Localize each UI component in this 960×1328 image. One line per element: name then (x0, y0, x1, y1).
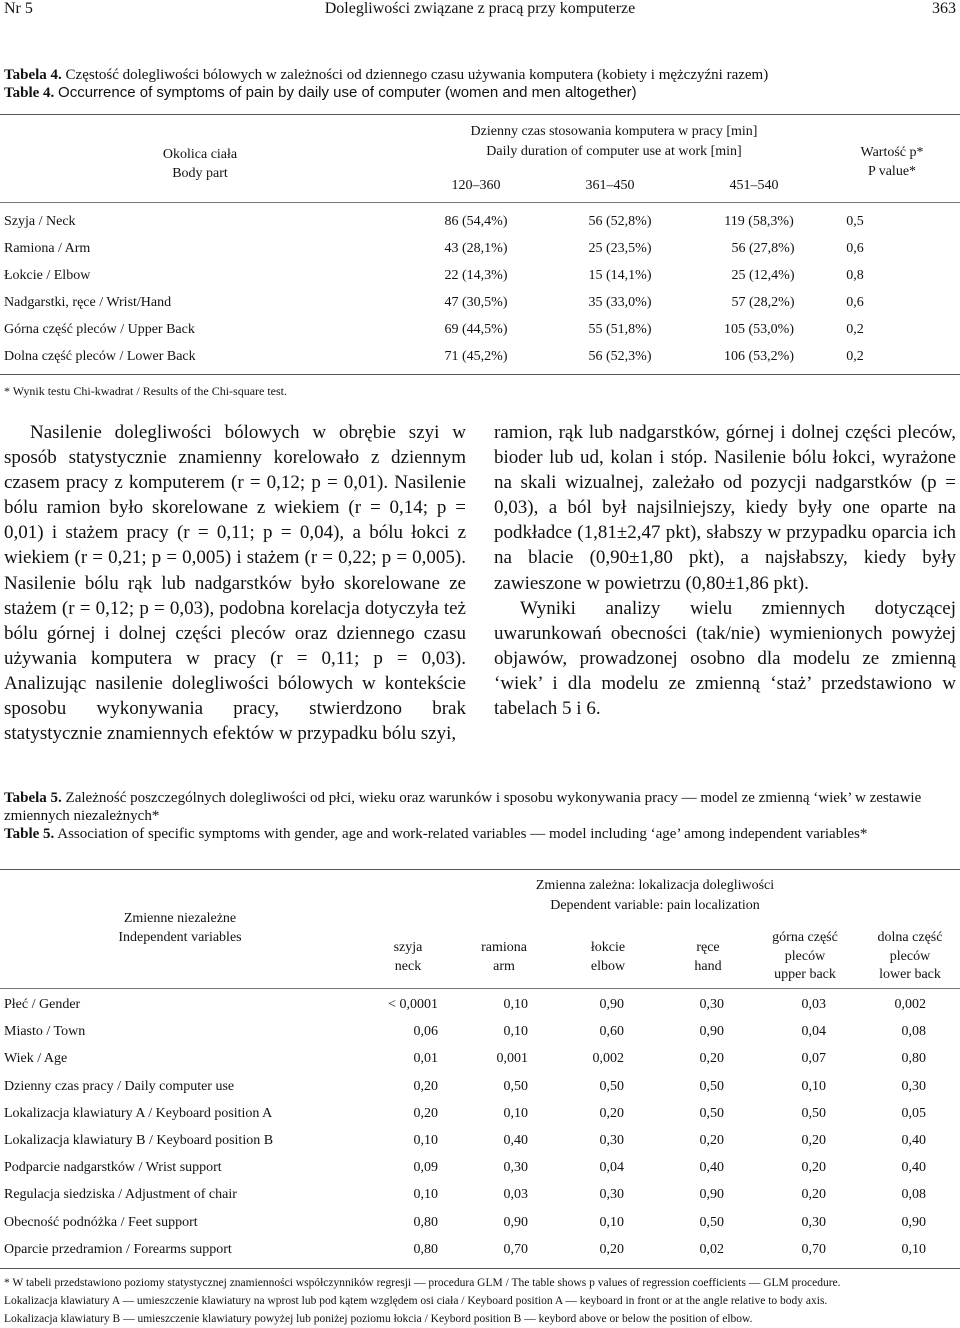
table5-cell: < 0,0001 (388, 997, 438, 1012)
table5-col-pl: szyja (393, 940, 423, 955)
table4-head-pvalue-pl: Wartość p* (860, 145, 924, 160)
issue-number: Nr 5 (4, 0, 33, 17)
table5-footnote-1: * W tabeli przedstawiono poziomy statystycznej znamienności współczynników regresji — procedura GLM / The table shows p values of regression coefficients — GLM procedure. (4, 1277, 841, 1289)
table4-head-duration-en: Daily duration of computer use at work [min] (486, 144, 742, 159)
table5-bottom-rule (0, 1268, 960, 1269)
table5-cell: 0,30 (801, 1214, 826, 1230)
table4-cell: 15 (14,1%) (588, 268, 652, 283)
table5-cell: 0,30 (699, 997, 724, 1012)
table5-cell: 0,10 (801, 1078, 826, 1094)
table4-subhead-2: 361–450 (585, 178, 635, 193)
table5-cell: 0,50 (699, 1214, 724, 1230)
body-paragraph-2: Wyniki analizy wielu zmiennych dotyczącej uwarunkowań obecności (tak/nie) wymienionych powyżej objawów, prowadzonej osobno dla modelu ze zmienną ‘wiek’ i dla modelu ze zmienną ‘staż’ przedstawiono w tabelach 5 i 6. (494, 597, 956, 720)
table4-cell: 105 (53,0%) (724, 322, 794, 337)
table5-cell: 0,90 (699, 1187, 724, 1203)
table4-subhead-1: 120–360 (451, 178, 501, 193)
table5-footnote-2: Lokalizacja klawiatury A — umieszczenie klawiatury na wprost lub pod kątem względem osi ciała / Keyboard position A — keyboard in front or at the angle relative to body axis. (4, 1295, 828, 1307)
table4-cell-p: 0,5 (846, 214, 864, 229)
table5-col-pl: dolna część pleców (877, 930, 943, 964)
table5-cell: 0,40 (901, 1133, 926, 1148)
table5-cell: 0,002 (592, 1051, 624, 1067)
table4-cell-p: 0,6 (846, 295, 864, 310)
table5-col-pl: ramiona (481, 940, 527, 955)
table4-subhead-3: 451–540 (729, 178, 779, 193)
table5-row-label: Płeć / Gender (4, 997, 81, 1012)
table4-head-body-part-pl: Okolica ciała (162, 147, 238, 162)
table5-cell: 0,05 (901, 1105, 926, 1121)
table4-head-body-part-en: Body part (172, 166, 228, 181)
table4-caption-en: Occurrence of symptoms of pain by daily use of computer (women and men altogether) (58, 84, 637, 101)
table4-cell: 56 (52,3%) (588, 349, 652, 364)
table5-head-dep-pl: Zmienna zależna: lokalizacja dolegliwości (535, 878, 775, 893)
table4-cell: 22 (14,3%) (444, 268, 508, 283)
table5-cell: 0,90 (699, 1024, 724, 1040)
table5-cell: 0,90 (503, 1214, 528, 1230)
table5-row-label: Obecność podnóżka / Feet support (4, 1214, 198, 1230)
table5-cell: 0,90 (599, 997, 624, 1012)
table5-head-indep-pl: Zmienne niezależne (123, 911, 237, 926)
table4-cell: 25 (23,5%) (588, 241, 652, 256)
table5-col-pl: łokcie (590, 940, 626, 955)
table5-row-label: Wiek / Age (4, 1051, 68, 1067)
table5-cell: 0,20 (699, 1133, 724, 1148)
table5-row-label: Oparcie przedramion / Forearms support (4, 1241, 232, 1257)
table4-caption-pl: Częstość dolegliwości bólowych w zależności od dziennego czasu używania komputera (kobiety i mężczyźni razem) (65, 67, 769, 83)
body-paragraph-1: Nasilenie dolegliwości bólowych w obrębie szyi w sposób statystycznie znamienny korelowało z dziennym czasem pracy z komputerem (r = 0,12; p = 0,01). Nasilenie bólu ramion było skorelowane z wiekiem (r = 0,14; p = 0,01) i stażem pracy (r = 0,11; p = 0,04), a bólu łokci z wiekiem (r = 0,21; p = 0,005) i stażem (r = 0,22; p = 0,005). Nasilenie bólu rąk lub nadgarstków było skorelowane ze stażem (r = 0,12; p = 0,03), podobna korelacja dotyczyła też bólu górnej i dolnej części pleców oraz dziennego czasu używania komputera w pracy (r = 0,11; p = 0,03). Analizując nasilenie dolegliwości bólowych w kontekście sposobu wykonywania pracy, stwierdzono brak statystycznie znamiennych efektów w przypadku bólu szyi, (4, 422, 466, 745)
table4-label-pl: Tabela 4. (4, 67, 62, 83)
table4-cell: 47 (30,5%) (444, 295, 508, 310)
table5-cell: 0,50 (699, 1105, 724, 1121)
table5-cell: 0,80 (413, 1214, 438, 1230)
table5-cell: 0,30 (599, 1133, 624, 1148)
table4-cell: 43 (28,1%) (444, 241, 508, 256)
table5-row-label: Miasto / Town (4, 1024, 86, 1040)
running-title: Dolegliwości związane z pracą przy komputerze (324, 0, 636, 17)
table4-cell-p: 0,2 (846, 322, 864, 337)
table5-cell: 0,30 (599, 1187, 624, 1203)
table5-cell: 0,40 (901, 1160, 926, 1176)
table5-col-en: neck (394, 959, 422, 974)
table4-cell: 35 (33,0%) (588, 295, 652, 310)
table5-cell: 0,20 (801, 1187, 826, 1203)
table5-cell: 0,07 (801, 1051, 826, 1067)
table5-col-en: arm (493, 959, 515, 974)
table4-cell: 56 (52,8%) (588, 214, 652, 229)
table5-cell: 0,20 (699, 1051, 724, 1067)
table5-row-label: Lokalizacja klawiatury A / Keyboard position A (4, 1105, 273, 1121)
table5-col-en: hand (694, 959, 722, 974)
table4-row-part: Dolna część pleców / Lower Back (4, 349, 196, 364)
table5-cell: 0,02 (699, 1241, 724, 1257)
table5-cell: 0,20 (801, 1160, 826, 1176)
table5-cell: 0,01 (413, 1051, 438, 1067)
table5-cell: 0,90 (901, 1214, 926, 1230)
table5-footnote-3: Lokalizacja klawiatury B — umieszczenie klawiatury powyżej lub poniżej poziomu łokcia / Keybord position B — keybord above or below the position of elbow. (4, 1313, 753, 1325)
table5-cell: 0,08 (901, 1024, 926, 1040)
table4-cell: 106 (53,2%) (724, 349, 794, 364)
table4-cell: 119 (58,3%) (724, 214, 794, 229)
table5-row-label: Lokalizacja klawiatury B / Keyboard position B (4, 1133, 274, 1148)
table5-cell: 0,80 (901, 1051, 926, 1067)
table5-cell: 0,08 (901, 1187, 926, 1203)
table4-header-rule (0, 202, 960, 203)
table5-cell: 0,04 (599, 1160, 624, 1176)
table5-cell: 0,10 (413, 1133, 438, 1148)
table5-cell: 0,10 (413, 1187, 438, 1203)
table4-cell: 55 (51,8%) (588, 322, 652, 337)
table5-col-pl: ręce (696, 940, 720, 955)
table5-cell: 0,50 (503, 1078, 528, 1094)
table5-cell: 0,30 (901, 1078, 926, 1094)
table5-col-en: upper back (774, 967, 836, 982)
table5-col-en: elbow (590, 959, 626, 974)
table5-header-rule (0, 988, 960, 989)
table5-label-en: Table 5. (4, 826, 55, 842)
table5-cell: 0,50 (699, 1078, 724, 1094)
table5-cell: 0,50 (801, 1105, 826, 1121)
table5-cell: 0,10 (503, 997, 528, 1012)
table4-head-duration-pl: Dzienny czas stosowania komputera w pracy [min] (470, 124, 758, 139)
table5-cell: 0,10 (901, 1241, 926, 1257)
body-column-right (494, 420, 956, 721)
table4-footnote: * Wynik testu Chi-kwadrat / Results of the Chi-square test. (4, 384, 288, 398)
table4-cell-p: 0,8 (846, 268, 864, 283)
table4-row-part: Górna część pleców / Upper Back (4, 322, 195, 337)
table5-cell: 0,30 (503, 1160, 528, 1176)
table5-cell: 0,20 (599, 1105, 624, 1121)
body-paragraph-1-continued: ramion, rąk lub nadgarstków, górnej i dolnej części pleców, bioder lub ud, kolan i stóp. Nasilenie bólu łokci, wyrażone na skali wizualnej, zależało od pozycji nadgarstków (p = 0,03), a ból był najsilniejszy, kiedy były one oparte na podkładce (1,81±2,47 pkt), słabszy w przypadku oparcia ich na blacie (0,90±1,80 pkt), a najsłabszy, kiedy były zawieszone w powietrzu (0,80±1,86 pkt). (494, 422, 956, 594)
table5-cell: 0,03 (503, 1187, 528, 1203)
table4-bottom-rule (0, 374, 960, 375)
table4-cell: 57 (28,2%) (731, 295, 795, 310)
table5-cell: 0,002 (894, 997, 926, 1012)
table4-row-part: Łokcie / Elbow (4, 268, 91, 283)
running-head (0, 0, 960, 16)
table5-cell: 0,70 (801, 1241, 826, 1257)
table5-cell: 0,20 (413, 1078, 438, 1094)
table5-row-label: Dzienny czas pracy / Daily computer use (4, 1078, 235, 1094)
table4-cell-p: 0,6 (846, 241, 864, 256)
table5-col-en: lower back (879, 967, 941, 982)
table5-label-pl: Tabela 5. (4, 790, 62, 806)
table4-caption (4, 66, 954, 102)
table5-row-label: Podparcie nadgarstków / Wrist support (4, 1160, 222, 1176)
table5-cell: 0,70 (503, 1241, 528, 1257)
table5-cell: 0,40 (503, 1133, 528, 1148)
table4-label-en: Table 4. (4, 85, 55, 101)
table4-top-rule (0, 114, 960, 115)
page-number: 363 (932, 0, 956, 17)
table5-cell: 0,03 (801, 997, 826, 1012)
table4-cell-p: 0,2 (846, 349, 864, 364)
table5-cell: 0,50 (599, 1078, 624, 1094)
table5-cell: 0,001 (496, 1051, 528, 1067)
table4-cell: 86 (54,4%) (444, 214, 508, 229)
table5-caption-pl: Zależność poszczególnych dolegliwości od płci, wieku oraz warunków i sposobu wykonywania pracy — model ze zmienną ‘wiek’ w zestawie zmiennych niezależnych* (4, 790, 922, 824)
table5-cell: 0,60 (599, 1024, 624, 1040)
table5-cell: 0,20 (413, 1105, 438, 1121)
table5-cell: 0,09 (413, 1160, 438, 1176)
table5-cell: 0,04 (801, 1024, 826, 1040)
table4-row-part: Nadgarstki, ręce / Wrist/Hand (4, 295, 172, 310)
table5-cell: 0,10 (503, 1105, 528, 1121)
table4-row-part: Szyja / Neck (4, 214, 76, 229)
table5-cell: 0,80 (413, 1241, 438, 1257)
table4-cell: 25 (12,4%) (731, 268, 795, 283)
table5-cell: 0,10 (503, 1024, 528, 1040)
table5-head-indep-en: Independent variables (118, 930, 242, 945)
table5-row-label: Regulacja siedziska / Adjustment of chair (4, 1187, 237, 1203)
table4-head-pvalue-en: P value* (867, 164, 917, 179)
table5-caption (4, 789, 954, 843)
table4-cell: 56 (27,8%) (731, 241, 795, 256)
table5-head-dep-en: Dependent variable: pain localization (550, 898, 760, 913)
table5-cell: 0,20 (801, 1133, 826, 1148)
table5-top-rule (0, 869, 960, 870)
table4-cell: 69 (44,5%) (444, 322, 508, 337)
table5-cell: 0,06 (413, 1024, 438, 1040)
body-column-left (4, 420, 466, 746)
table4-cell: 71 (45,2%) (444, 349, 508, 364)
table5-cell: 0,10 (599, 1214, 624, 1230)
table5-caption-en: Association of specific symptoms with gender, age and work-related variables — model including ‘age’ among independent variables* (57, 826, 868, 842)
table5-cell: 0,40 (699, 1160, 724, 1176)
table5-cell: 0,20 (599, 1241, 624, 1257)
table4-row-part: Ramiona / Arm (4, 241, 91, 256)
table5-col-pl: górna część pleców (772, 930, 838, 964)
